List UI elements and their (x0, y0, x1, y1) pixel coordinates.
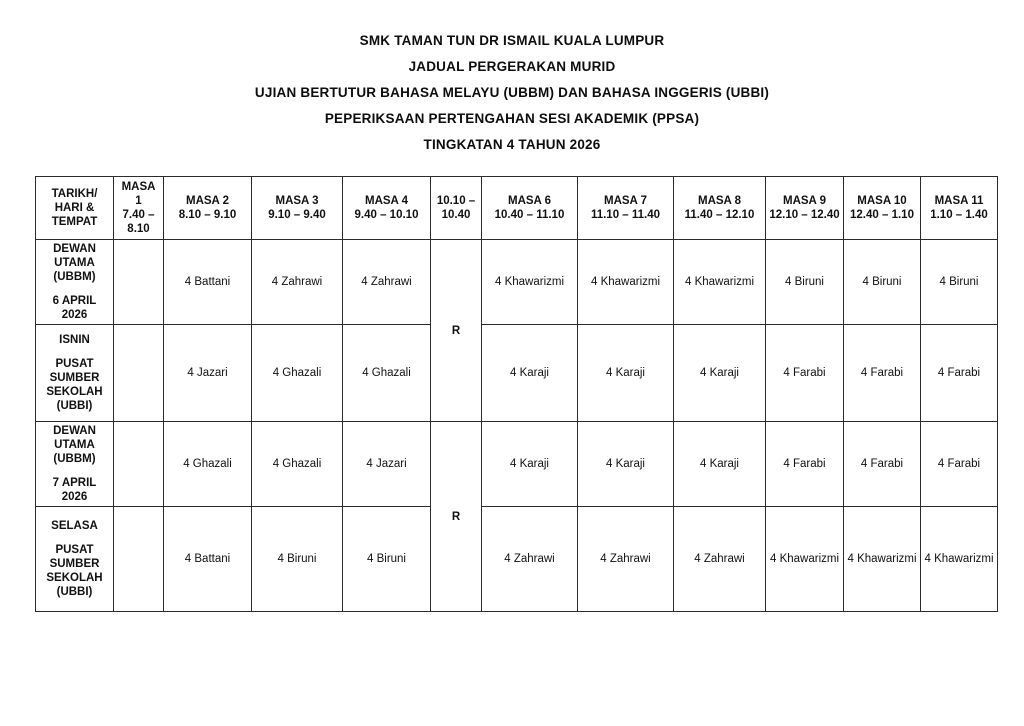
table-row (36, 507, 998, 612)
cell-masa8: 4 Zahrawi (674, 507, 766, 612)
header-rehat-time: 10.10 – 10.40 (436, 195, 476, 221)
table-row (36, 325, 998, 422)
cell-masa7: 4 Karaji (578, 325, 674, 422)
cell-rehat-block1: R (431, 240, 482, 422)
cell-masa3: 4 Ghazali (252, 422, 343, 507)
table-row (36, 240, 998, 325)
header-masa-8-time: 11.40 – 12.10 (684, 209, 755, 221)
cell-masa9: 4 Farabi (766, 422, 844, 507)
cell-masa11: 4 Farabi (921, 325, 998, 422)
cell-masa6: 4 Karaji (482, 422, 578, 507)
document-heading (0, 28, 1024, 158)
cell-masa7: 4 Karaji (578, 422, 674, 507)
header-masa-6-name: MASA 6 (507, 195, 552, 207)
cell-masa8: 4 Khawarizmi (674, 240, 766, 325)
venue-ubbi-label: PUSAT SUMBER SEKOLAH (UBBI) (46, 358, 103, 412)
day-label-cell-block1-bottom (36, 325, 114, 422)
venue-ubbm-label: DEWAN UTAMA (UBBM) (53, 425, 96, 465)
header-masa-9-name: MASA 9 (782, 195, 827, 207)
header-masa-11-name: MASA 11 (934, 195, 984, 207)
cell-masa2: 4 Jazari (164, 325, 252, 422)
header-masa-9-time: 12.10 – 12.40 (769, 209, 840, 221)
header-masa-4 (343, 177, 431, 240)
heading-school-name: SMK TAMAN TUN DR ISMAIL KUALA LUMPUR (359, 33, 665, 48)
heading-exam-period: PEPERIKSAAN PERTENGAHAN SESI AKADEMIK (PPSA) (324, 111, 700, 126)
header-masa-7-name: MASA 7 (603, 195, 648, 207)
day-label-cell-block2-top (36, 422, 114, 507)
cell-masa10: 4 Khawarizmi (844, 507, 921, 612)
header-masa-2-time: 8.10 – 9.10 (178, 209, 237, 221)
header-masa-9 (766, 177, 844, 240)
cell-masa3: 4 Ghazali (252, 325, 343, 422)
cell-masa10: 4 Farabi (844, 325, 921, 422)
cell-masa3: 4 Zahrawi (252, 240, 343, 325)
cell-masa1 (114, 240, 164, 325)
cell-masa4: 4 Biruni (343, 507, 431, 612)
heading-exam-subjects: UJIAN BERTUTUR BAHASA MELAYU (UBBM) DAN BAHASA INGGERIS (UBBI) (254, 85, 770, 100)
header-masa-1-name: MASA 1 (121, 181, 156, 207)
cell-masa2: 4 Battani (164, 240, 252, 325)
cell-rehat-block2: R (431, 422, 482, 612)
cell-masa2: 4 Ghazali (164, 422, 252, 507)
cell-masa4: 4 Ghazali (343, 325, 431, 422)
header-masa-6-time: 10.40 – 11.10 (494, 209, 565, 221)
cell-masa10: 4 Farabi (844, 422, 921, 507)
header-masa-11 (921, 177, 998, 240)
cell-masa1 (114, 325, 164, 422)
day-label-cell-block2-bottom (36, 507, 114, 612)
header-masa-3-name: MASA 3 (275, 195, 319, 207)
heading-document-title: JADUAL PERGERAKAN MURID (408, 59, 616, 74)
header-masa-3-time: 9.10 – 9.40 (268, 209, 326, 221)
header-masa-7-time: 11.10 – 11.40 (590, 209, 661, 221)
header-masa-8 (674, 177, 766, 240)
cell-masa6: 4 Khawarizmi (482, 240, 578, 325)
venue-ubbi-label: PUSAT SUMBER SEKOLAH (UBBI) (46, 544, 103, 598)
cell-masa6: 4 Zahrawi (482, 507, 578, 612)
venue-ubbm-label: DEWAN UTAMA (UBBM) (53, 243, 96, 283)
cell-masa1 (114, 422, 164, 507)
cell-masa11: 4 Khawarizmi (921, 507, 998, 612)
date-label: 6 APRIL 2026 (52, 295, 97, 321)
table-row (36, 422, 998, 507)
header-masa-3 (252, 177, 343, 240)
header-masa-7 (578, 177, 674, 240)
cell-masa7: 4 Zahrawi (578, 507, 674, 612)
schedule-table (35, 176, 998, 612)
cell-masa2: 4 Battani (164, 507, 252, 612)
day-name-label: ISNIN (59, 334, 90, 346)
cell-masa9: 4 Biruni (766, 240, 844, 325)
cell-masa11: 4 Biruni (921, 240, 998, 325)
cell-masa8: 4 Karaji (674, 325, 766, 422)
cell-masa4: 4 Jazari (343, 422, 431, 507)
cell-masa6: 4 Karaji (482, 325, 578, 422)
date-label: 7 APRIL 2026 (52, 477, 97, 503)
header-masa-6 (482, 177, 578, 240)
day-label-cell-block1-top (36, 240, 114, 325)
header-masa-4-name: MASA 4 (364, 195, 409, 207)
header-masa-8-name: MASA 8 (697, 195, 742, 207)
header-masa-1 (114, 177, 164, 240)
day-name-label: SELASA (51, 520, 98, 532)
header-rehat (431, 177, 482, 240)
cell-masa8: 4 Karaji (674, 422, 766, 507)
cell-masa1 (114, 507, 164, 612)
cell-masa4: 4 Zahrawi (343, 240, 431, 325)
header-masa-10-name: MASA 10 (857, 195, 907, 207)
header-masa-1-time: 7.40 –8.10 (122, 209, 155, 235)
header-masa-2-name: MASA 2 (185, 195, 230, 207)
heading-form-year: TINGKATAN 4 TAHUN 2026 (423, 137, 601, 152)
schedule-table-container (35, 176, 997, 612)
header-masa-10-time: 12.40 – 1.10 (850, 209, 914, 221)
cell-masa10: 4 Biruni (844, 240, 921, 325)
header-tarikh-hari-tempat: TARIKH/ HARI & TEMPAT (36, 177, 114, 240)
cell-masa9: 4 Farabi (766, 325, 844, 422)
header-masa-10 (844, 177, 921, 240)
header-masa-11-time: 1.10 – 1.40 (930, 209, 988, 221)
header-masa-4-time: 9.40 – 10.10 (354, 209, 419, 221)
cell-masa7: 4 Khawarizmi (578, 240, 674, 325)
cell-masa3: 4 Biruni (252, 507, 343, 612)
cell-masa9: 4 Khawarizmi (766, 507, 844, 612)
table-header-row (36, 177, 998, 240)
cell-masa11: 4 Farabi (921, 422, 998, 507)
header-masa-2 (164, 177, 252, 240)
